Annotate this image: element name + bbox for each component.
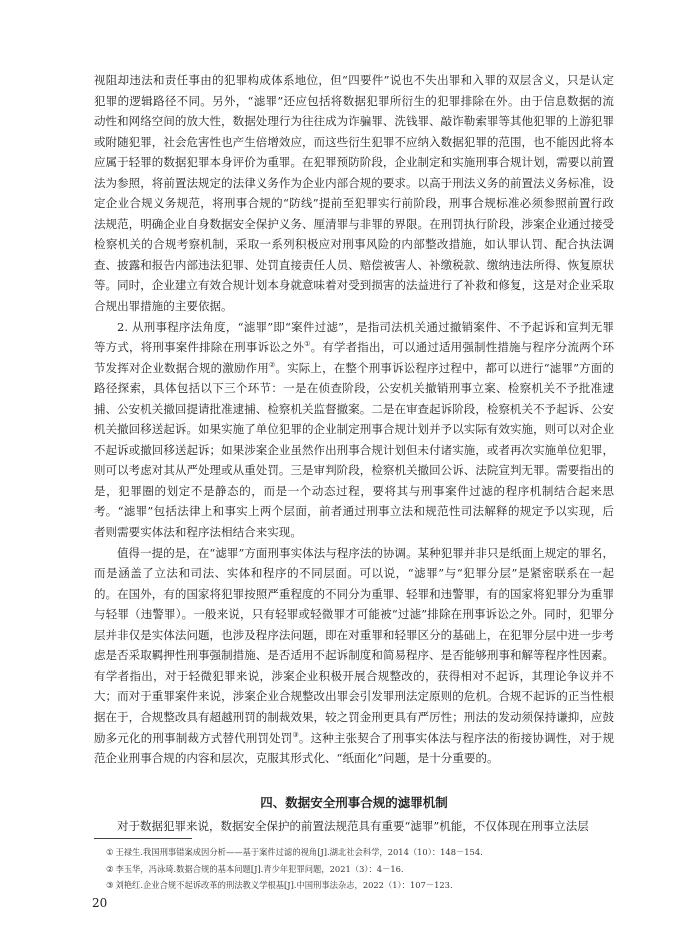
footnote-3-text: 刘艳红.企业合规不起诉改革的刑法教义学根基[J].中国刑事法杂志，2022（1）：107－123. xyxy=(115,880,453,890)
footnote-3 xyxy=(94,877,614,894)
paragraph-1-text: 视阻却违法和责任事由的犯罪构成体系地位，但“四要件”说也不失出罪和入罪的双层含义，只是认定犯罪的逻辑路径不同。另外，“滤罪”还应包括将数据犯罪所衍生的犯罪排除在外。由于信息数据的流动性和网络空间的放大性，数据处理行为往往成为诈骗罪、洗钱罪、敲诈勒索罪等其他犯罪的上游犯罪或附随犯罪，社会危害性也产生倍增效应，而这些衍生犯罪不应纳入数据犯罪的范围，也不能因此将本应属于轻罪的数据犯罪本身评价为重罪。在犯罪预防阶段，企业制定和实施刑事合规计划，需要以前置法为参照，将前置法规定的法律义务作为企业内部合规的要求。以高于刑法义务的前置法义务标准，设定企业合规义务规范，将刑事合规的“防线”提前至犯罪实行前阶段，刑事合规标准必须参照前置行政法规范，明确企业自身数据安全保护义务、厘清罪与非罪的界限。在刑罚执行阶段，涉案企业通过接受检察机关的合规考察机制，采取一系列积极应对刑事风险的内部整改措施，如认罪认罚、配合执法调查、披露和报告内部违法犯罪、处罚直接责任人员、赔偿被害人、补缴税款、缴纳违法所得、恢复原状等。同时，企业建立有效合规计划本身就意味着对受到损害的法益进行了补救和修复，这是对企业采取合规出罪措施的主要依据。 xyxy=(94,73,614,314)
footnote-divider xyxy=(94,838,192,839)
page-number: 20 xyxy=(92,896,108,910)
footnote-ref-3[interactable]: ③ xyxy=(292,730,299,739)
body-text xyxy=(94,70,614,769)
footnote-2-text: 李玉华，冯泳琦.数据合规的基本问题[J].青少年犯罪问题，2021（3）：4－16. xyxy=(115,863,404,874)
paragraph-3 xyxy=(94,543,614,769)
footnote-2 xyxy=(94,861,614,878)
paragraph-2-text-cont2: 。实际上，在整个刑事诉讼程序过程中，都可以进行“滤罪”方面的路径探索，具体包括以下三个环节：一是在侦查阶段，公安机关撤销刑事立案、检察机关不予批准逮捕、公安机关撤回提请批准逮捕、检察机关监督撤案。二是在审查起诉阶段，检察机关不予起诉、公安机关撤回移送起诉。如果实施了单位犯罪的企业制定刑事合规计划并予以实际有效实施，则可以对企业不起诉或撤回移送起诉；如果涉案企业虽然作出刑事合规计划但未付诸实施，或者再次实施单位犯罪，则可以考虑对其从严处理或从重处罚。三是审判阶段，检察机关撤回公诉、法院宣判无罪。需要指出的是，犯罪圈的划定不是静态的，而是一个动态过程，要将其与刑事案件过滤的程序机制结合起来思考。“滤罪”包括法律上和事实上两个层面，前者通过刑事立法和规范性司法解释的规定予以实现，后者则需要实体法和程序法相结合来实现。 xyxy=(94,360,614,540)
paragraph-2 xyxy=(94,317,614,543)
footnote-ref-2[interactable]: ② xyxy=(268,360,276,369)
section-heading: 四、数据安全刑事合规的滤罪机制 xyxy=(260,795,448,810)
footnotes xyxy=(94,844,614,894)
section-first-line: 对于数据犯罪来说，数据安全保护的前置法规范具有重要“滤罪”机能，不仅体现在刑事立法层 xyxy=(117,819,589,833)
footnote-1 xyxy=(94,844,614,861)
footnote-ref-1[interactable]: ① xyxy=(304,340,311,349)
paragraph-3-text-cont: 。这种主张契合了刑事实体法与程序法的衔接协调性，对于规范企业刑事合规的内容和层次，克服其形式化、“纸面化”问题，是十分重要的。 xyxy=(94,730,614,766)
footnote-2-mark: ② xyxy=(106,863,114,874)
paragraph-2-text-cont: 。有学者指出，可以通过适用强制性措施与程序分流两个环节发挥对企业数据合规的激励作用 xyxy=(94,340,614,375)
footnote-1-text: 王禄生.我国刑事错案成因分析——基于案件过滤的视角[J].湖北社会科学，2014（10）：148－154. xyxy=(115,847,483,857)
paragraph-1 xyxy=(94,70,614,317)
paragraph-2-text: 2. 从刑事程序法角度，“滤罪”即“案件过滤”，是指司法机关通过撤销案件、不予起诉和宣判无罪等方式，将刑事案件排除在刑事诉讼之外 xyxy=(94,319,614,355)
footnote-1-mark: ① xyxy=(106,847,114,857)
footnote-3-mark: ③ xyxy=(106,880,114,890)
paragraph-3-text: 值得一提的是，在“滤罪”方面刑事实体法与程序法的协调。某种犯罪并非只是纸面上规定的罪名，而是涵盖了立法和司法、实体和程序的不同层面。可以说，“滤罪”与“犯罪分层”是紧密联系在一起的。在国外，有的国家将犯罪按照严重程度的不同分为重罪、轻罪和违警罪，有的国家将犯罪分为重罪与轻罪（违警罪）。一般来说，只有轻罪或轻微罪才可能被“过滤”排除在刑事诉讼之外。同时，犯罪分层并非仅是实体法问题，也涉及程序法问题，即在对重罪和轻罪区分的基础上，在犯罪分层中进一步考虑是否采取羁押性刑事强制措施、是否适用不起诉制度和简易程序、是否能够刑事和解等程序性因素。有学者指出，对于轻微犯罪来说，涉案企业积极开展合规整改的，获得相对不起诉，其理论争议并不大；而对于重罪案件来说，涉案企业合规整改出罪会引发罪刑法定原则的危机。合规不起诉的正当性根据在于，合规整改具有超越刑罚的制裁效果，较之罚金刑更具有严厉性；刑法的发动须保持谦抑，应鼓励多元化的刑事制裁方式替代刑罚处罚 xyxy=(94,545,614,745)
